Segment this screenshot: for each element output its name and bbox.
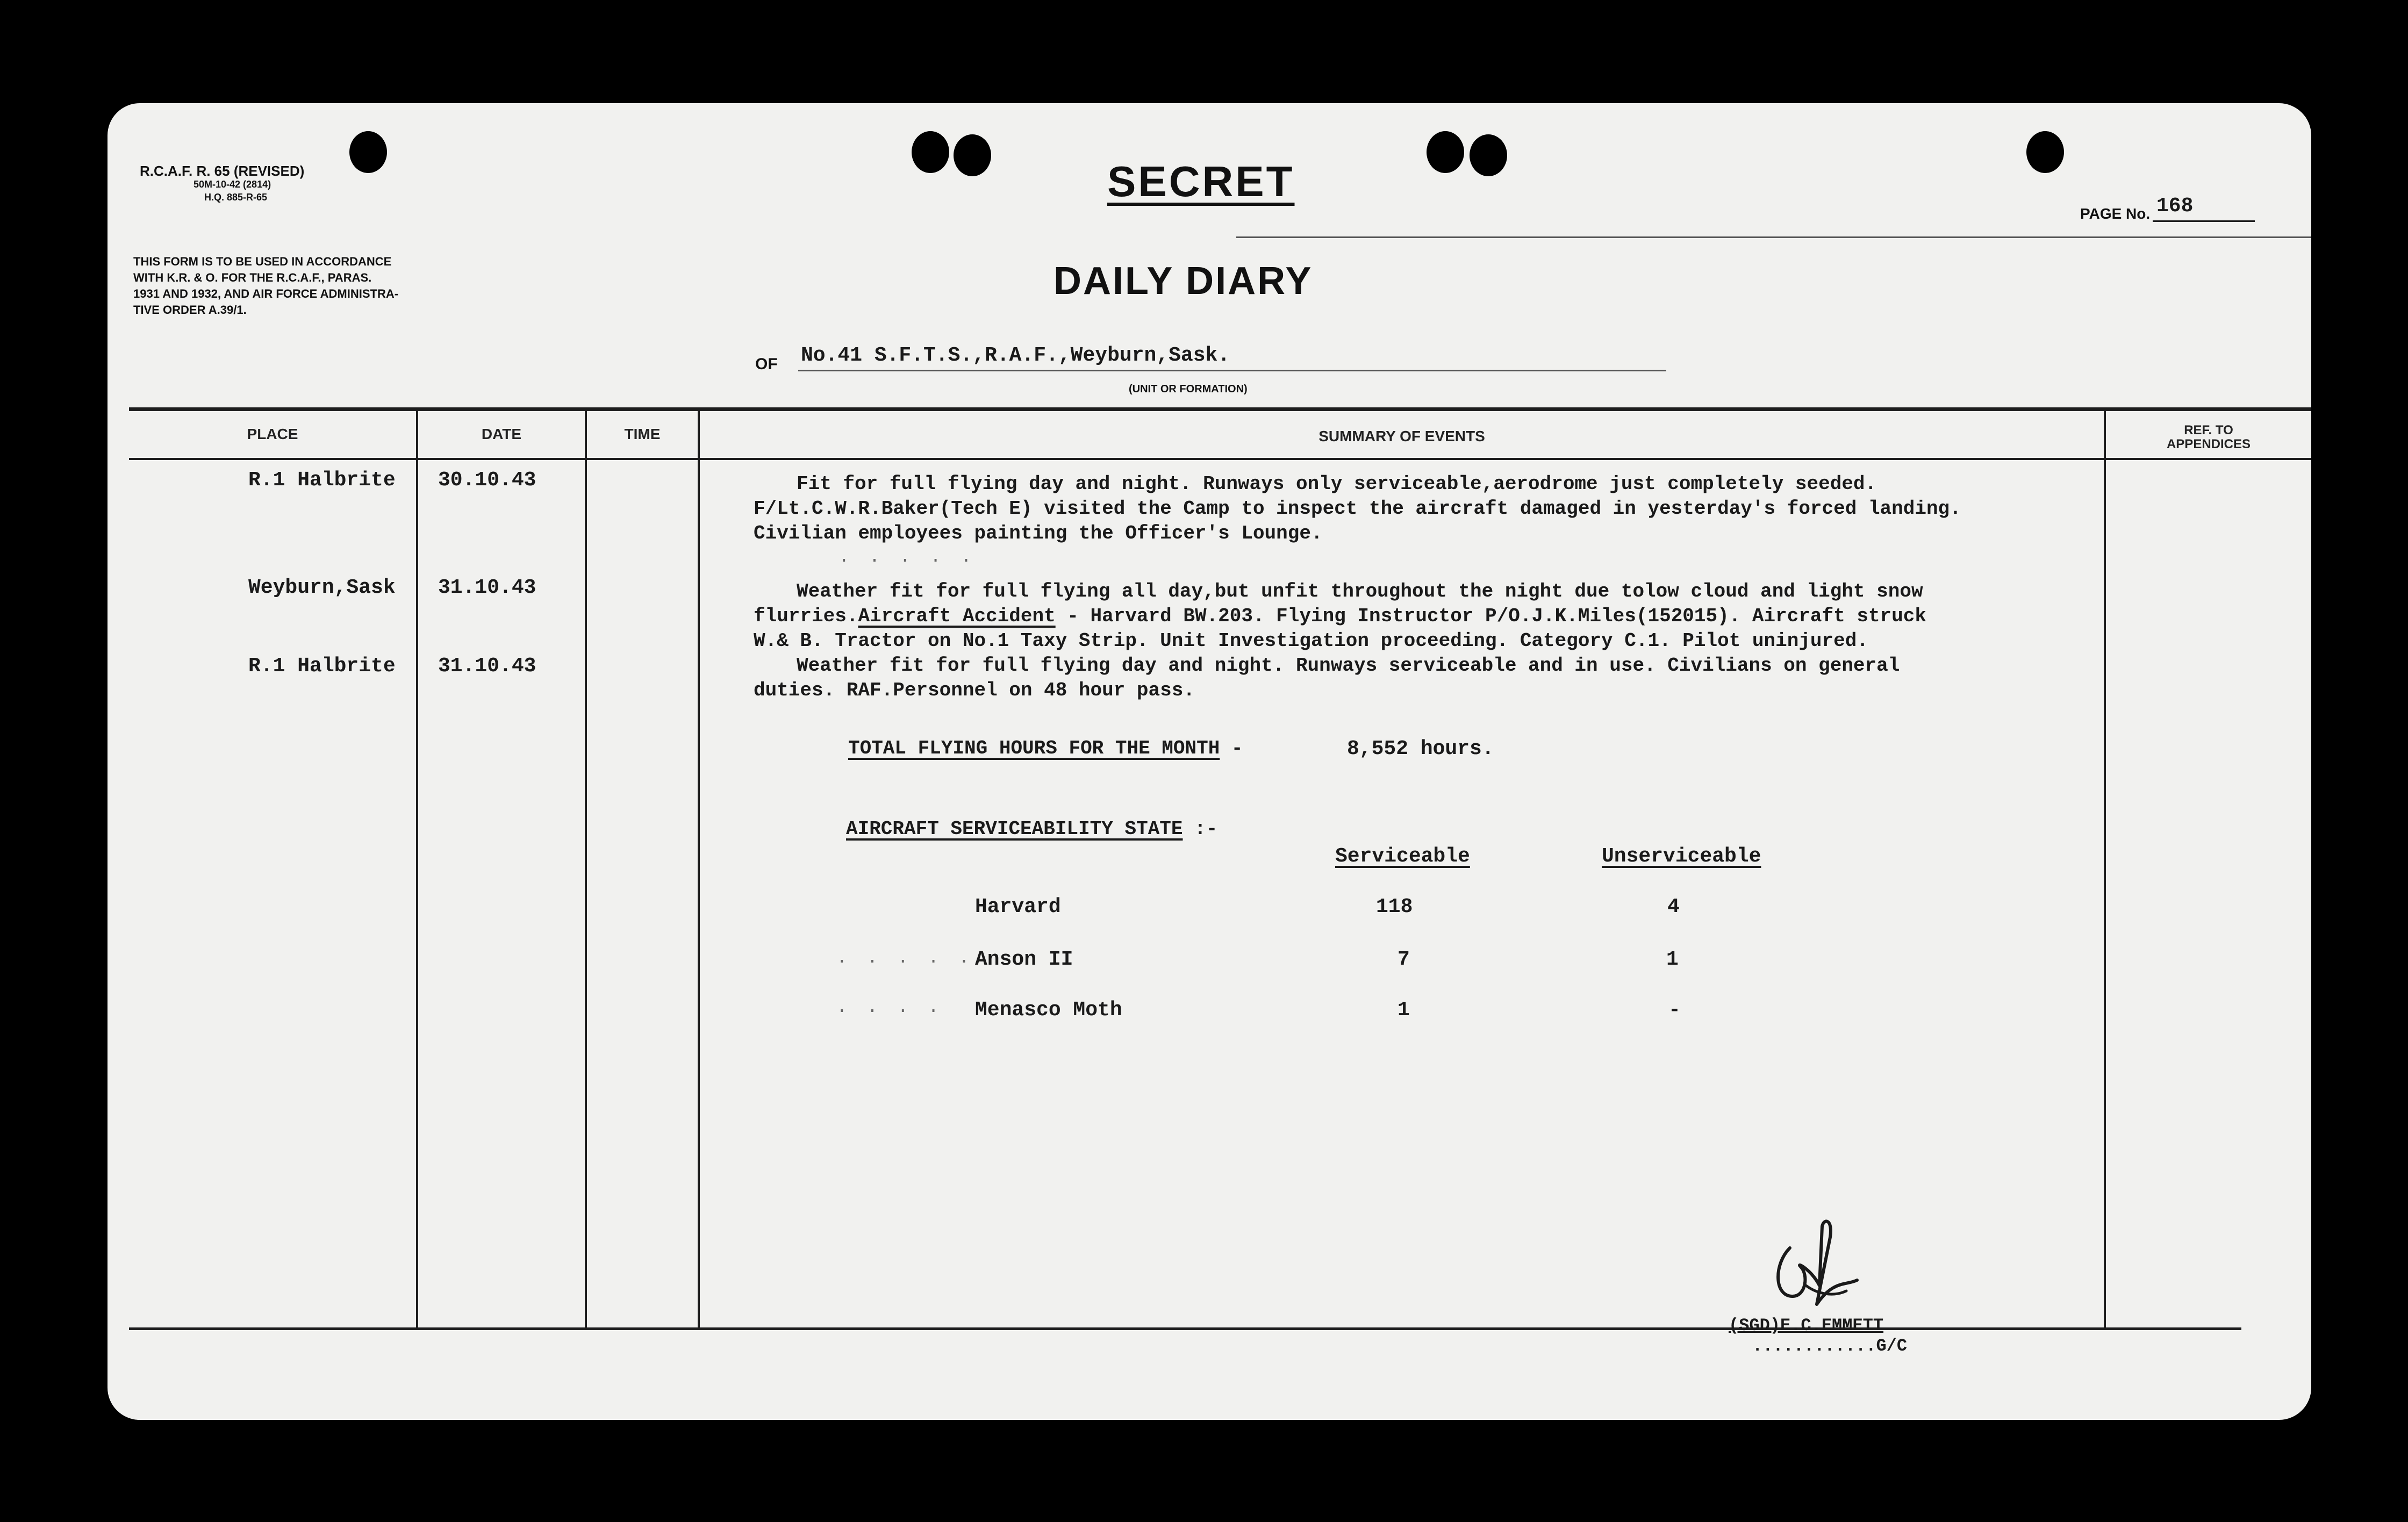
ditto-dots: . . . . . (836, 948, 974, 968)
signature-name: (SGD)E.C.EMMETT (1729, 1316, 1884, 1336)
column-divider (2104, 411, 2106, 1327)
entry-place: R.1 Halbrite (248, 655, 396, 678)
serviceability-heading: AIRCRAFT SERVICEABILITY STATE :- (846, 818, 1218, 840)
table-header-rule (129, 458, 2311, 460)
serviceable-count: 7 (1398, 948, 1410, 971)
accident-heading: Aircraft Accident (858, 605, 1056, 627)
entry-date: 30.10.43 (438, 469, 536, 492)
column-header-summary: SUMMARY OF EVENTS (1318, 428, 1485, 444)
entry-summary: Fit for full flying day and night. Runways only serviceable,aerodrome just completely seeded. F/Lt.C.W.R.Baker(Tech E) visited the Camp to inspect the aircraft damaged in yesterday's forced landing. Civilian employees painting the Officer's Lounge. (754, 473, 1961, 544)
total-flying-hours: TOTAL FLYING HOURS FOR THE MONTH - (848, 737, 1243, 759)
page-number-rule (2153, 220, 2255, 222)
ditto-dots: . . . . (836, 997, 943, 1018)
column-divider (416, 411, 418, 1327)
column-header-time: TIME (624, 426, 661, 442)
classification-stamp: SECRET (1107, 157, 1295, 205)
punch-hole (1427, 131, 1464, 173)
entry-date: 31.10.43 (438, 576, 536, 599)
column-divider (698, 411, 700, 1327)
print-code: 50M-10-42 (2814) (194, 179, 271, 190)
punch-hole (1470, 134, 1507, 176)
entry-summary: Weather fit for full flying day and night. Runways serviceable and in use. Civilians on general duties. RAF.Personnel on 48 hour pass. (754, 655, 1900, 701)
serviceable-header: Serviceable (1335, 845, 1470, 868)
aircraft-name: Anson II (975, 948, 1073, 971)
entry-place: Weyburn,Sask (248, 576, 396, 599)
table-top-rule (129, 407, 2311, 411)
unit-name: No.41 S.F.T.S.,R.A.F.,Weyburn,Sask. (801, 344, 1230, 367)
unserviceable-count: 1 (1666, 948, 1679, 971)
entry-date: 31.10.43 (438, 655, 536, 678)
punch-hole (2026, 131, 2064, 173)
serviceable-count: 1 (1398, 999, 1410, 1022)
handwritten-signature (1752, 1205, 1870, 1323)
column-divider (585, 411, 587, 1327)
aircraft-name: Menasco Moth (975, 999, 1122, 1022)
unserviceable-count: 4 (1667, 895, 1680, 918)
header-rule (1236, 236, 2311, 238)
unserviceable-header: Unserviceable (1602, 845, 1761, 868)
signature-rank: ............G/C (1752, 1336, 1908, 1356)
ditto-dots: . . . . . (838, 547, 976, 568)
form-instructions: THIS FORM IS TO BE USED IN ACCORDANCE WITH K.R. & O. FOR THE R.C.A.F., PARAS. 1931 AND 1932, AND AIR FORCE ADMINISTRA- TIVE ORDER A.39/1. (133, 255, 399, 317)
form-number: R.C.A.F. R. 65 (REVISED) (140, 163, 305, 179)
entry-summary: Weather fit for full flying all day,but unfit throughout the night due tolow cloud and light snow flurries.Aircraft Accident - Harvard BW.203. Flying Instructor P/O.J.K.Miles(152015). Aircraft struck W.& B. Tractor on No.1 Taxy Strip. Unit Investigation proceeding. Category C.1. Pilot uninjured. (754, 580, 1926, 652)
unit-caption: (UNIT OR FORMATION) (1129, 383, 1248, 395)
page-label: PAGE No. (2080, 205, 2151, 222)
column-header-place: PLACE (247, 426, 298, 442)
punch-hole (954, 134, 991, 176)
diary-form (108, 103, 2311, 1420)
unserviceable-count: - (1668, 999, 1681, 1022)
serviceable-count: 118 (1376, 895, 1413, 918)
punch-hole (349, 131, 387, 173)
entry-place: R.1 Halbrite (248, 469, 396, 492)
aircraft-name: Harvard (975, 895, 1061, 918)
unit-rule (798, 370, 1666, 371)
total-flying-hours-value: 8,552 hours. (1347, 737, 1494, 760)
table-bottom-rule (129, 1327, 2241, 1330)
of-label: OF (755, 355, 778, 373)
column-header-appendices: REF. TO APPENDICES (2166, 423, 2251, 451)
form-title: DAILY DIARY (1054, 260, 1313, 303)
page-number: 168 (2156, 195, 2194, 218)
print-code: H.Q. 885-R-65 (204, 192, 268, 203)
column-header-date: DATE (481, 426, 522, 442)
punch-hole (912, 131, 949, 173)
